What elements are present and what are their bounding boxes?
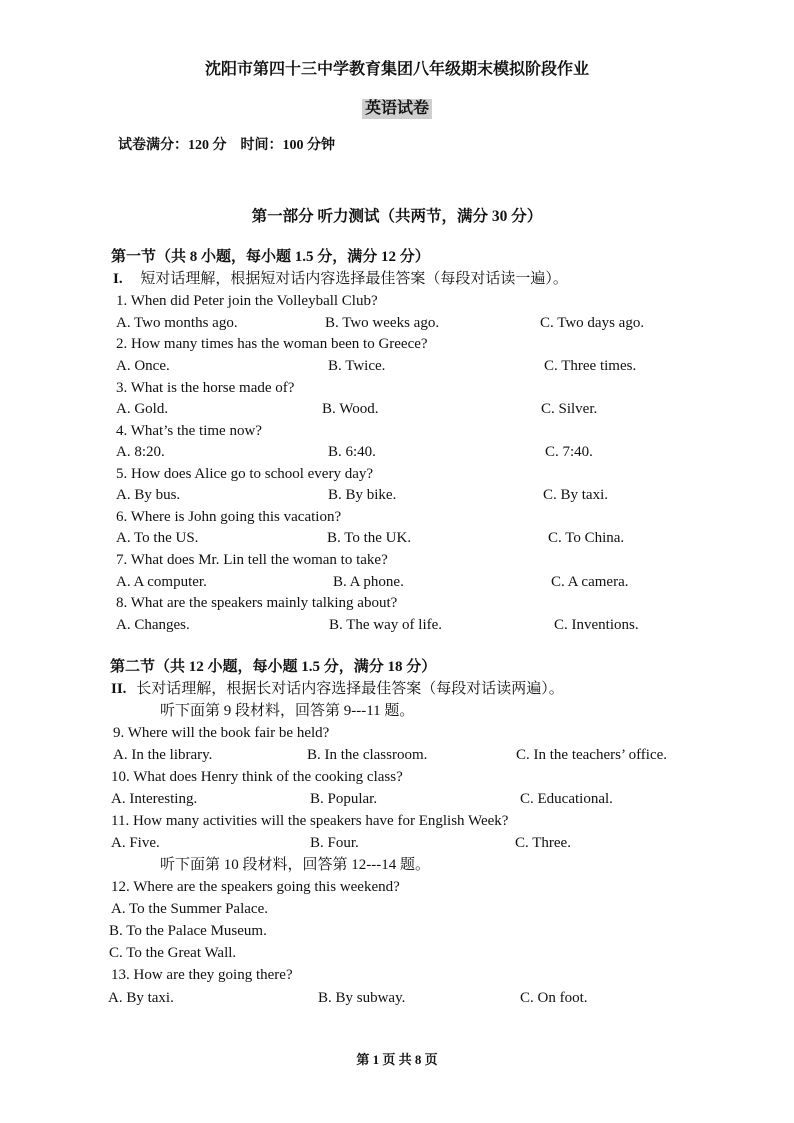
option-6b: B. To the UK. [327, 530, 412, 546]
option-11a: A. Five. [111, 835, 160, 851]
option-5a: A. By bus. [116, 487, 181, 503]
option-13c: C. On foot. [520, 990, 588, 1006]
option-9a: A. In the library. [113, 747, 213, 763]
option-13a: A. By taxi. [108, 990, 174, 1006]
question-1: 1. When did Peter join the Volleyball Club? [116, 293, 378, 309]
question-13: 13. How are they going there? [111, 967, 293, 983]
option-3b: B. Wood. [322, 401, 379, 417]
option-1a: A. Two months ago. [116, 315, 238, 331]
option-13b: B. By subway. [318, 990, 406, 1006]
question-10: 10. What does Henry think of the cooking class? [111, 769, 403, 785]
option-12a: A. To the Summer Palace. [111, 901, 268, 917]
option-6a: A. To the US. [116, 530, 199, 546]
exam-title: 沈阳市第四十三中学教育集团八年级期末模拟阶段作业 [204, 61, 589, 78]
option-4b: B. 6:40. [328, 444, 376, 460]
material-9-instruction: 听下面第 9 段材料，回答第 9---11 题。 [160, 703, 415, 719]
option-7b: B. A phone. [333, 574, 404, 590]
section1-roman: I. [113, 271, 123, 287]
section1-title: 第一节（共 8 小题，每小题 1.5 分，满分 12 分） [111, 249, 430, 265]
option-1c: C. Two days ago. [540, 315, 645, 331]
option-6c: C. To China. [548, 530, 625, 546]
option-9b: B. In the classroom. [307, 747, 428, 763]
option-10c: C. Educational. [520, 791, 613, 807]
question-3: 3. What is the horse made of? [116, 380, 295, 396]
subject-title: 英语试卷 [362, 99, 432, 119]
option-5b: B. By bike. [328, 487, 397, 503]
option-1b: B. Two weeks ago. [325, 315, 440, 331]
question-8: 8. What are the speakers mainly talking about? [116, 595, 398, 611]
option-4a: A. 8:20. [116, 444, 165, 460]
option-2a: A. Once. [116, 358, 170, 374]
option-10a: A. Interesting. [111, 791, 198, 807]
option-8b: B. The way of life. [329, 617, 443, 633]
subject-wrapper [0, 99, 794, 119]
option-12c: C. To the Great Wall. [109, 945, 237, 961]
option-3c: C. Silver. [541, 401, 598, 417]
material-10-instruction: 听下面第 10 段材料，回答第 12---14 题。 [160, 857, 430, 873]
option-2c: C. Three times. [544, 358, 637, 374]
option-8a: A. Changes. [116, 617, 190, 633]
option-2b: B. Twice. [328, 358, 386, 374]
section2-title: 第二节（共 12 小题，每小题 1.5 分，满分 18 分） [110, 659, 437, 675]
page-number: 第 1 页 共 8 页 [356, 1052, 438, 1067]
option-3a: A. Gold. [116, 401, 169, 417]
section2-roman: II. [111, 681, 127, 697]
option-11b: B. Four. [310, 835, 359, 851]
question-9: 9. Where will the book fair be held? [113, 725, 330, 741]
option-5c: C. By taxi. [543, 487, 609, 503]
option-12b: B. To the Palace Museum. [109, 923, 267, 939]
question-11: 11. How many activities will the speakers have for English Week? [111, 813, 509, 829]
option-4c: C. 7:40. [545, 444, 593, 460]
question-2: 2. How many times has the woman been to Greece? [116, 336, 428, 352]
question-12: 12. Where are the speakers going this weekend? [111, 879, 400, 895]
part1-title: 第一部分 听力测试（共两节，满分 30 分） [251, 208, 543, 225]
option-7c: C. A camera. [551, 574, 629, 590]
question-5: 5. How does Alice go to school every day? [116, 466, 374, 482]
question-7: 7. What does Mr. Lin tell the woman to take? [116, 552, 388, 568]
section1-instruction [113, 269, 568, 289]
question-4: 4. What’s the time now? [116, 423, 262, 439]
option-9c: C. In the teachers’ office. [516, 747, 668, 763]
option-11c: C. Three. [515, 835, 571, 851]
section2-instruction [111, 679, 564, 699]
question-6: 6. Where is John going this vacation? [116, 509, 342, 525]
option-10b: B. Popular. [310, 791, 378, 807]
option-7a: A. A computer. [116, 574, 207, 590]
option-8c: C. Inventions. [554, 617, 639, 633]
section2-instruction-text: 长对话理解，根据长对话内容选择最佳答案（每段对话读两遍）。 [136, 681, 564, 697]
section1-instruction-text: 短对话理解，根据短对话内容选择最佳答案（每段对话读一遍）。 [140, 271, 568, 287]
exam-meta: 试卷满分：120 分 时间：100 分钟 [118, 138, 335, 153]
